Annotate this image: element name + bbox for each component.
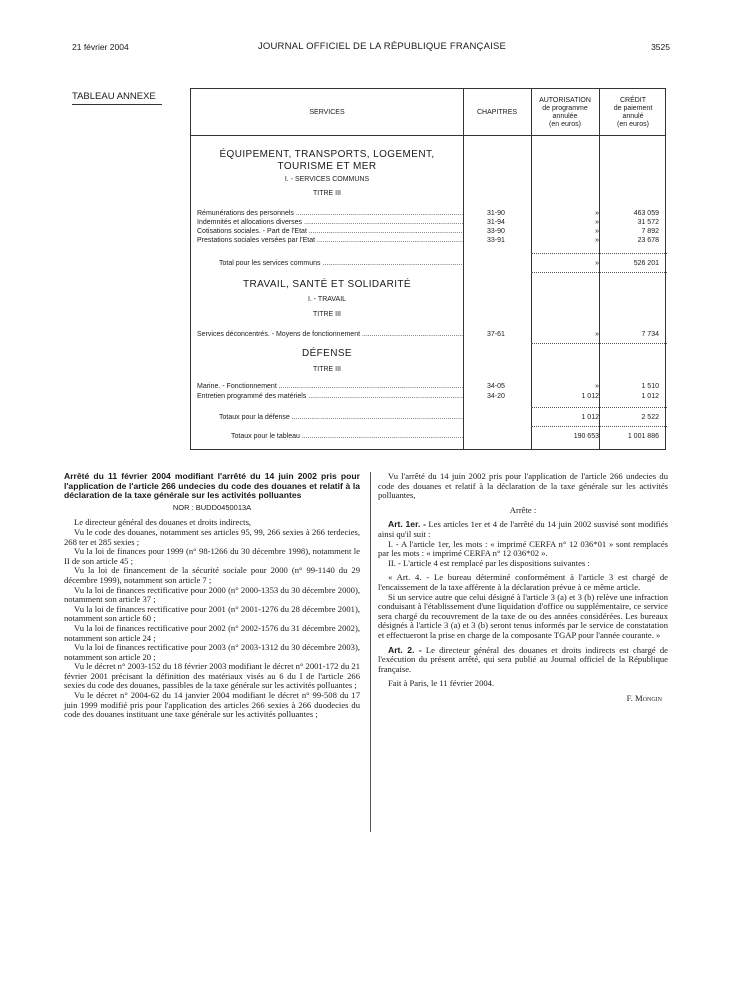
header-date: 21 février 2004 xyxy=(72,42,129,52)
paragraph: II. - L'article 4 est remplacé par les dispositions suivantes : xyxy=(388,557,590,568)
section-title-travail: TRAVAIL, SANTÉ ET SOLIDARITÉ xyxy=(243,279,411,290)
row-chapitre: 33-90 xyxy=(487,228,505,235)
row-credit: 2 522 xyxy=(641,414,659,421)
subtotal-rule xyxy=(531,253,667,254)
row-credit: 7 734 xyxy=(641,331,659,338)
row-autorisation: » xyxy=(595,228,599,235)
col-header-line: annulé xyxy=(622,113,644,121)
section-title-line: ÉQUIPEMENT, TRANSPORTS, LOGEMENT, xyxy=(219,149,435,160)
row-label: Entretien programmé des matériels ..... xyxy=(197,392,463,401)
col-header-line: de paiement xyxy=(613,105,653,113)
paragraph: Vu l'arrêté du 14 juin 2002 pris pour l'application de l'article 266 undecies du code des douanes et relatif à la déclaration de la taxe générale sur les activités polluantes, xyxy=(378,471,668,501)
header-journal-title: JOURNAL OFFICIEL DE LA RÉPUBLIQUE FRANÇAISE xyxy=(257,41,507,52)
row-label: Total pour les services communs ..... xyxy=(219,259,463,268)
column-divider xyxy=(370,472,371,832)
right-column xyxy=(378,472,668,703)
subtotal-rule xyxy=(531,426,667,427)
row-chapitre: 37-61 xyxy=(487,331,505,338)
col-header-line: de programme xyxy=(542,105,588,113)
section-subtitle: I. - TRAVAIL xyxy=(307,296,347,303)
col-header-line: CRÉDIT xyxy=(619,97,647,104)
paragraph: Vu la loi de finances rectificative pour 2003 (n° 2003-1312 du 30 décembre 2003), notamment son article 20 ; xyxy=(64,642,360,662)
annexe-table xyxy=(190,88,666,450)
section-titre: TITRE III xyxy=(313,366,341,373)
row-chapitre: 33-91 xyxy=(487,237,505,244)
row-autorisation: » xyxy=(595,237,599,244)
table-row xyxy=(191,218,667,227)
paragraph: Vu le code des douanes, notamment ses articles 95, 99, 266 sexies à 266 terdecies, 268 ter et 285 sexies ; xyxy=(64,526,360,547)
paragraph: Vu la loi de finances rectificative pour 2000 (n° 2000-1353 du 30 décembre 2000), notamment son article 37 ; xyxy=(64,584,360,605)
col-header-line: AUTORISATION xyxy=(539,97,591,104)
col-header-credit xyxy=(599,97,667,129)
paragraph: Le directeur général des douanes et droits indirects, xyxy=(74,517,252,528)
row-label: Totaux pour la défense ..... xyxy=(219,413,463,422)
subtotal-rule xyxy=(531,343,667,344)
section-subtitle: I. - SERVICES COMMUNS xyxy=(284,176,370,183)
paragraph: Vu la loi de finances rectificative pour 2001 (n° 2001-1276 du 28 décembre 2001), notamment son article 60 ; xyxy=(64,603,360,624)
decree-nor: NOR : BUDD0450013A xyxy=(172,502,252,512)
row-autorisation: » xyxy=(595,260,599,267)
row-credit: 23 678 xyxy=(637,237,659,244)
row-autorisation: 1 012 xyxy=(581,393,599,400)
row-credit: 1 510 xyxy=(641,383,659,390)
row-autorisation: » xyxy=(595,383,599,390)
row-chapitre: 31-90 xyxy=(487,210,505,217)
row-credit: 1 001 886 xyxy=(627,433,659,440)
signature: F. Mongin xyxy=(626,692,662,703)
row-credit: 31 572 xyxy=(637,219,659,226)
col-header-line: (en euros) xyxy=(549,121,581,129)
decree-title: Arrêté du 11 février 2004 modifiant l'arrêté du 14 juin 2002 pris pour l'application de l'article 266 undecies du code des douanes et relatif à la déclaration de la taxe générale sur les activités polluantes xyxy=(64,471,360,501)
paragraph: Vu la loi de finances pour 1999 (n° 98-1266 du 30 décembre 1998), notamment le II de son article 45 ; xyxy=(64,546,360,566)
table-row xyxy=(191,392,667,401)
article-head: Art. 1er. - xyxy=(388,519,426,530)
annexe-underline xyxy=(72,104,162,105)
section-title-defense: DÉFENSE xyxy=(301,348,353,359)
section-titre: TITRE III xyxy=(313,190,341,197)
row-label: Indemnités et allocations diverses ..... xyxy=(197,218,463,227)
row-label: Services déconcentrés. - Moyens de fonctionnement ..... xyxy=(197,330,463,339)
arrete-heading: Arrête : xyxy=(509,504,537,515)
paragraph: Si un service autre que celui désigné à l'article 3 (a) et 3 (b) relève une infraction conduisant à l'établissement d'une liquidation d'office ou supplémentaire, ce service sera chargé du recouvrement de la taxe de ou des années considérées. Les bureaux désignés à l'article 3 (a) et 3 (b) seront tenus informés par le service de constatation et effectueront la prise en charge de la composante TGAP pour l'année courante. » xyxy=(378,591,668,640)
paragraph: « Art. 4. - Le bureau déterminé conformément à l'article 3 est chargé de l'encaissement de la taxe afférente à la déclaration prévue à ce même article. xyxy=(378,572,668,592)
row-autorisation: » xyxy=(595,331,599,338)
paragraph: Vu la loi de financement de la sécurité sociale pour 2000 (n° 99-1140 du 29 décembre 1999), notamment son article 7 ; xyxy=(64,565,360,585)
paragraph: I. - A l'article 1er, les mots : « imprimé CERFA n° 12 036*01 » sont remplacés par les mots : « imprimé CERFA n° 12 036*02 ». xyxy=(378,538,668,559)
paragraph: Vu le décret n° 2003-152 du 18 février 2003 modifiant le décret n° 2001-172 du 21 février 2001 précisant la définition des matériaux visés au 6 du I de l'article 266 sexies du code des douanes, passibles de la taxe générale sur les activités polluantes ; xyxy=(64,661,360,691)
row-credit: 1 012 xyxy=(641,393,659,400)
article-head: Art. 2. - xyxy=(388,644,422,655)
left-column xyxy=(64,472,360,720)
table-row xyxy=(191,330,667,339)
article-1 xyxy=(378,520,668,539)
col-header-line: (en euros) xyxy=(617,121,649,129)
subtotal-rule xyxy=(531,407,667,408)
row-label: Prestations sociales versées par l'Etat ..... xyxy=(197,236,463,245)
article-text: Les articles 1er et 4 de l'arrêté du 14 juin 2002 susvisé sont modifiés ainsi qu'il suit : xyxy=(378,519,668,539)
fait-a-paris: Fait à Paris, le 11 février 2004. xyxy=(388,678,495,689)
row-label: Rémunérations des personnels ..... xyxy=(197,209,463,218)
table-row-total xyxy=(191,413,667,422)
table-row xyxy=(191,382,667,391)
col-header-chapitres: CHAPITRES xyxy=(476,109,518,116)
header-divider xyxy=(191,135,665,136)
section-title-line: TOURISME ET MER xyxy=(277,160,377,172)
row-label: Cotisations sociales. - Part de l'Etat ..... xyxy=(197,227,463,236)
col-header-line: annulée xyxy=(552,113,578,121)
row-credit: 7 892 xyxy=(641,228,659,235)
row-autorisation: » xyxy=(595,210,599,217)
annexe-label: TABLEAU ANNEXE xyxy=(72,91,156,102)
table-row xyxy=(191,209,667,218)
table-row-grand-total xyxy=(191,432,667,441)
row-label: Totaux pour le tableau ..... xyxy=(231,432,463,441)
paragraph: Vu la loi de finances rectificative pour 2002 (n° 2002-1576 du 31 décembre 2002), notamment son article 24 ; xyxy=(64,622,360,643)
row-chapitre: 34-05 xyxy=(487,383,505,390)
row-chapitre: 31-94 xyxy=(487,219,505,226)
section-titre: TITRE III xyxy=(313,311,341,318)
table-row xyxy=(191,227,667,236)
row-autorisation: 1 012 xyxy=(581,414,599,421)
row-label: Marine. - Fonctionnement ..... xyxy=(197,382,463,391)
row-credit: 463 059 xyxy=(633,210,659,217)
article-text: Le directeur général des douanes et droits indirects est chargé de l'exécution du présent arrêté, qui sera publié au Journal officiel de la République française. xyxy=(378,644,668,674)
row-credit: 526 201 xyxy=(633,260,659,267)
paragraph: Vu le décret n° 2004-62 du 14 janvier 2004 modifiant le décret n° 99-508 du 17 juin 1999 modifié pris pour l'application des articles 266 sexies à 266 duodecies du code des douanes instituant une taxe générale sur les activités polluantes ; xyxy=(64,690,360,720)
row-chapitre: 34-20 xyxy=(487,393,505,400)
article-2 xyxy=(378,646,668,675)
table-row-total xyxy=(191,259,667,268)
header-page-number: 3525 xyxy=(651,42,670,52)
row-autorisation: 190 653 xyxy=(573,433,599,440)
section-title-equipement xyxy=(191,149,463,172)
table-row xyxy=(191,236,667,245)
col-header-services: SERVICES xyxy=(309,109,345,116)
subtotal-rule xyxy=(531,272,667,273)
col-header-autorisation xyxy=(531,97,599,129)
row-autorisation: » xyxy=(595,219,599,226)
